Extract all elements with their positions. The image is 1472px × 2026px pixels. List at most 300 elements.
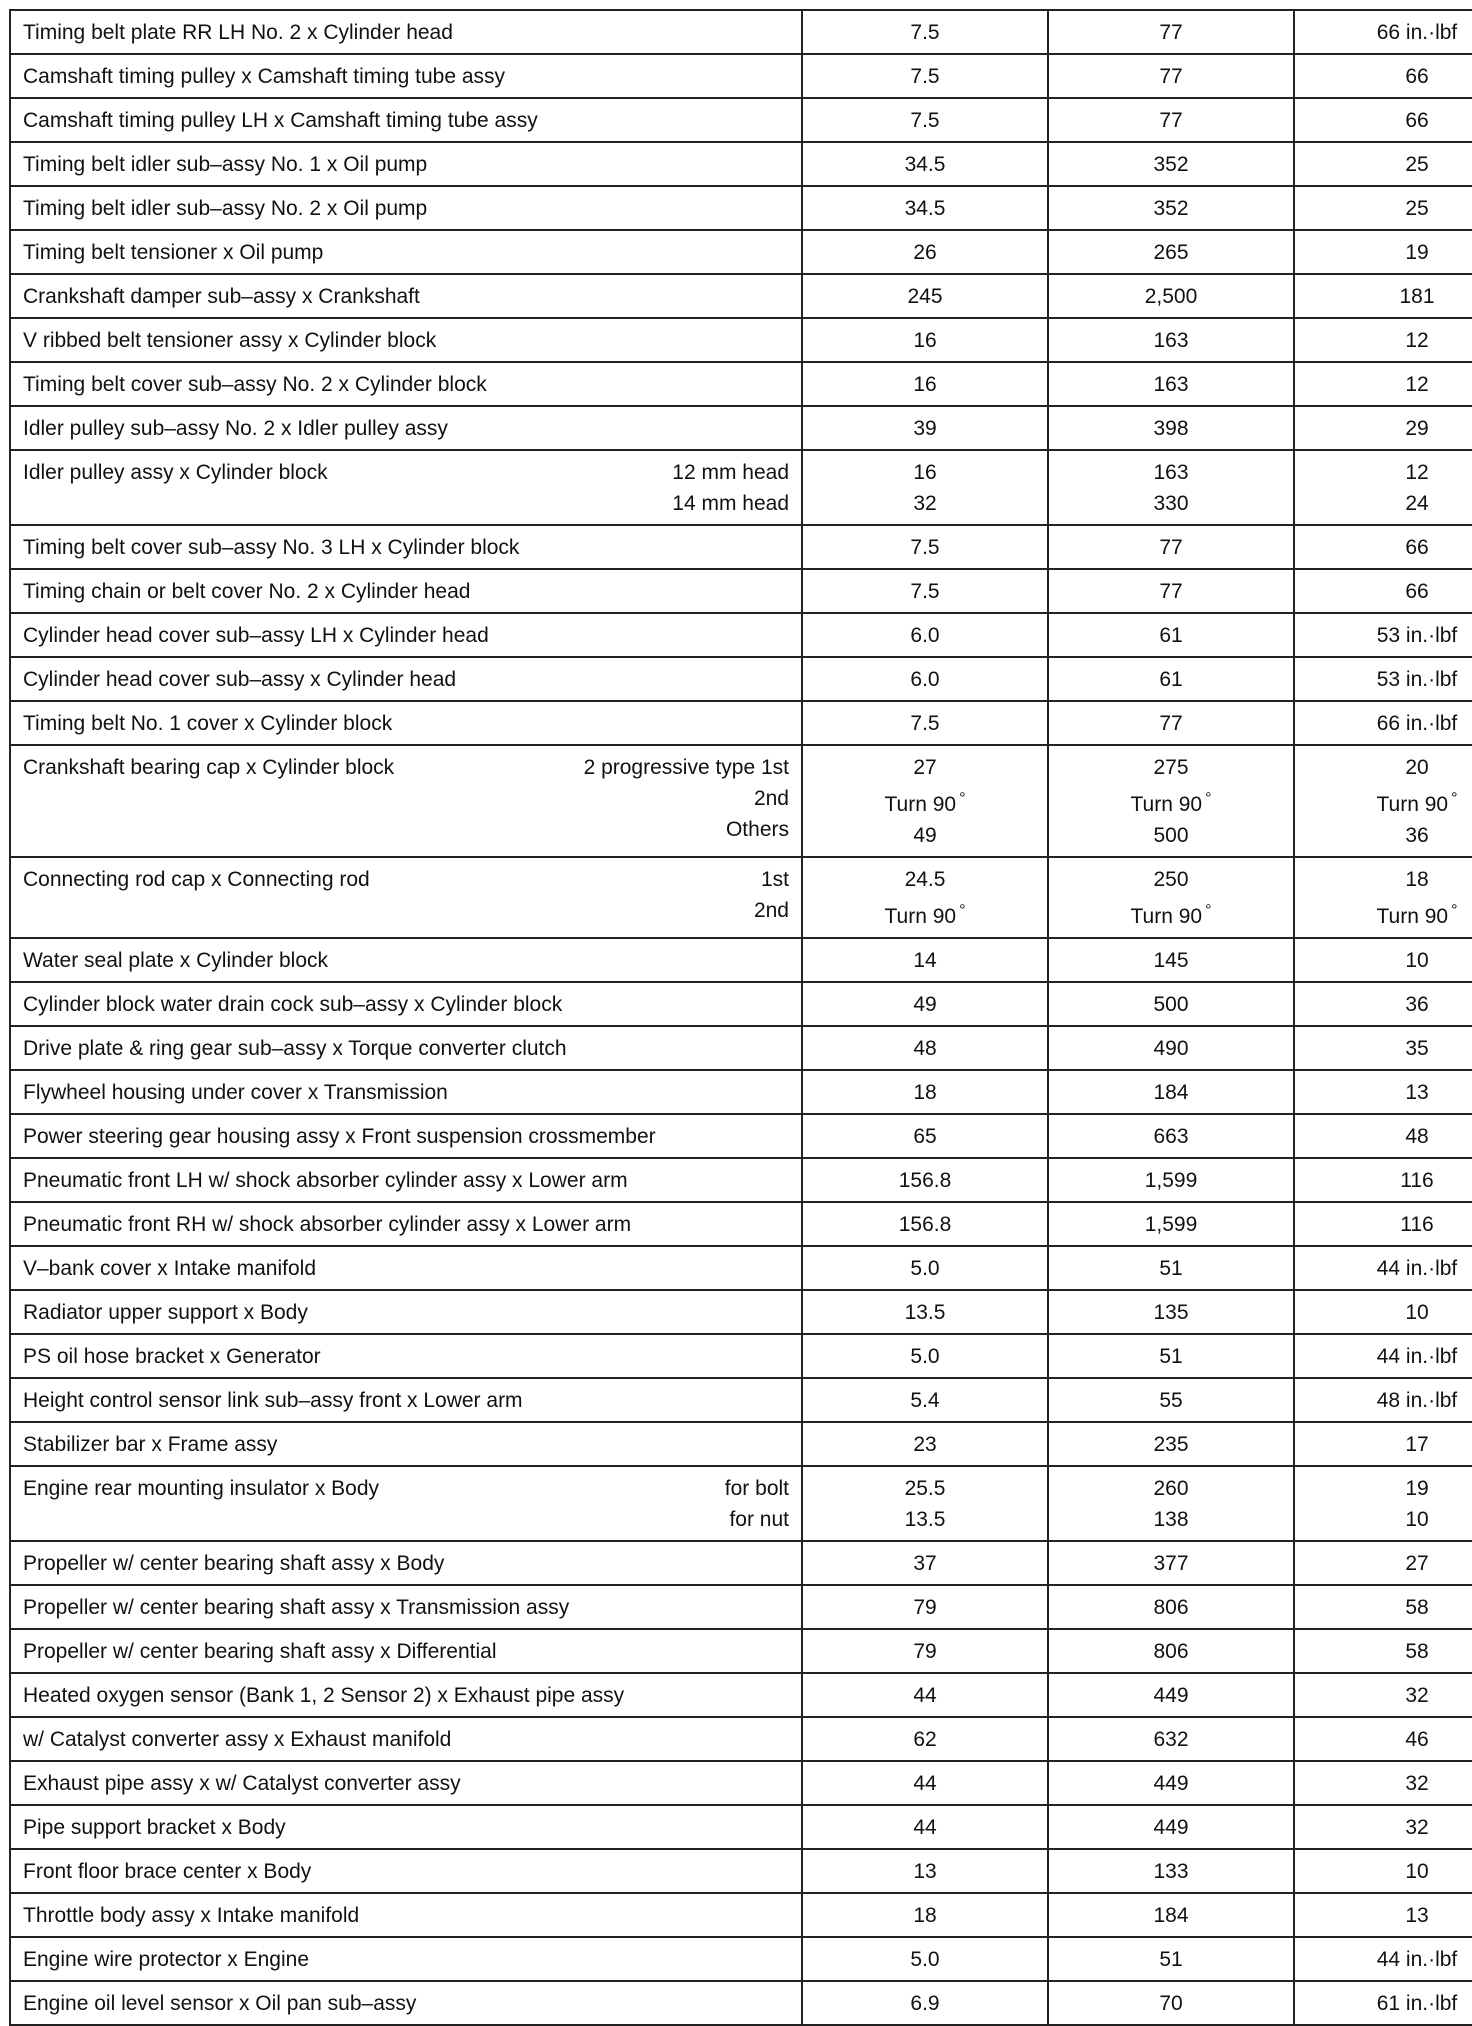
torque-nm-cell: [802, 1070, 1048, 1114]
torque-value: 1,599: [1144, 1213, 1198, 1236]
torque-nm-cell: [802, 1290, 1048, 1334]
torque-ftlbf-cell: [1294, 1761, 1472, 1805]
torque-value: 235: [1153, 1433, 1189, 1456]
torque-spec-table: [9, 9, 1472, 2026]
torque-kgfcm-cell: [1048, 1334, 1294, 1378]
torque-nm-cell: [802, 613, 1048, 657]
table-row: [10, 1673, 1472, 1717]
table-row: [10, 1629, 1472, 1673]
torque-kgfcm-cell: [1048, 657, 1294, 701]
torque-value: Turn 90 °: [1130, 902, 1212, 928]
part-description: w/ Catalyst converter assy x Exhaust manifold: [23, 1728, 452, 1751]
torque-value: 18: [913, 1904, 937, 1927]
torque-nm-cell: [802, 1202, 1048, 1246]
torque-ftlbf-cell: [1294, 318, 1472, 362]
torque-kgfcm-cell: [1048, 1761, 1294, 1805]
torque-value: 5.4: [910, 1389, 940, 1412]
torque-ftlbf-cell: [1294, 1585, 1472, 1629]
part-description: Propeller w/ center bearing shaft assy x Differential: [23, 1640, 497, 1663]
part-description-cell: [10, 186, 802, 230]
torque-value: 53 in.·lbf: [1376, 668, 1458, 691]
torque-value: 36: [1405, 824, 1429, 847]
torque-value: 16: [913, 373, 937, 396]
part-description-cell: [10, 657, 802, 701]
torque-kgfcm-cell: [1048, 701, 1294, 745]
torque-nm-cell: [802, 569, 1048, 613]
torque-kgfcm-cell: [1048, 186, 1294, 230]
torque-ftlbf-cell: [1294, 186, 1472, 230]
torque-kgfcm-cell: [1048, 569, 1294, 613]
part-description: Camshaft timing pulley LH x Camshaft timing tube assy: [23, 109, 538, 132]
torque-value: 10: [1405, 1508, 1429, 1531]
table-row: [10, 1378, 1472, 1422]
torque-nm-cell: [802, 1422, 1048, 1466]
torque-value: 1,599: [1144, 1169, 1198, 1192]
part-description-cell: [10, 54, 802, 98]
torque-value: 163: [1153, 373, 1189, 396]
torque-kgfcm-cell: [1048, 1717, 1294, 1761]
table-row: [10, 1541, 1472, 1585]
torque-value: 13: [913, 1860, 937, 1883]
torque-value: 24.5: [904, 868, 946, 891]
torque-kgfcm-cell: [1048, 1202, 1294, 1246]
part-description: Pipe support bracket x Body: [23, 1816, 286, 1839]
part-description: Timing belt idler sub–assy No. 2 x Oil pump: [23, 197, 428, 220]
torque-nm-cell: [802, 230, 1048, 274]
degree-mark: °: [1205, 902, 1212, 919]
torque-kgfcm-cell: [1048, 1246, 1294, 1290]
torque-ftlbf-cell: [1294, 657, 1472, 701]
table-row: [10, 450, 1472, 525]
torque-value: 5.0: [910, 1345, 940, 1368]
torque-ftlbf-cell: [1294, 1334, 1472, 1378]
torque-value: 19: [1405, 1477, 1429, 1500]
part-description: Idler pulley assy x Cylinder block: [23, 461, 328, 484]
table-row: [10, 1937, 1472, 1981]
torque-value: 34.5: [904, 197, 946, 220]
torque-value: 51: [1159, 1948, 1183, 1971]
part-description-cell: [10, 1673, 802, 1717]
part-description-cell: [10, 10, 802, 54]
torque-kgfcm-cell: [1048, 318, 1294, 362]
condition-label: 14 mm head: [672, 492, 789, 515]
torque-ftlbf-cell: [1294, 1893, 1472, 1937]
part-description: Front floor brace center x Body: [23, 1860, 312, 1883]
torque-value: 163: [1153, 329, 1189, 352]
torque-ftlbf-cell: [1294, 54, 1472, 98]
torque-nm-cell: [802, 982, 1048, 1026]
torque-value: 7.5: [910, 536, 940, 559]
torque-value: 5.0: [910, 1948, 940, 1971]
torque-value: 26: [913, 241, 937, 264]
torque-value: 250: [1153, 868, 1189, 891]
part-description: Exhaust pipe assy x w/ Catalyst converter assy: [23, 1772, 461, 1795]
torque-value: 25: [1405, 153, 1429, 176]
torque-value: 18: [1405, 868, 1429, 891]
torque-value: 245: [907, 285, 943, 308]
part-description: Water seal plate x Cylinder block: [23, 949, 329, 972]
torque-value: 51: [1159, 1345, 1183, 1368]
table-row: [10, 1805, 1472, 1849]
torque-value: 13: [1405, 1904, 1429, 1927]
torque-value: 145: [1153, 949, 1189, 972]
torque-nm-cell: [802, 1805, 1048, 1849]
part-description-cell: [10, 274, 802, 318]
torque-nm-cell: [802, 1466, 1048, 1541]
torque-nm-cell: [802, 450, 1048, 525]
torque-value: 65: [913, 1125, 937, 1148]
torque-kgfcm-cell: [1048, 1893, 1294, 1937]
part-description-cell: [10, 1541, 802, 1585]
part-description-cell: [10, 1202, 802, 1246]
condition-label: for nut: [729, 1508, 789, 1531]
torque-ftlbf-cell: [1294, 701, 1472, 745]
torque-value: 25.5: [904, 1477, 946, 1500]
table-row: [10, 274, 1472, 318]
part-description-cell: [10, 982, 802, 1026]
torque-spec-rows: [10, 10, 1472, 2025]
torque-nm-cell: [802, 274, 1048, 318]
torque-value: 32: [1405, 1684, 1429, 1707]
part-description-cell: [10, 1114, 802, 1158]
torque-value: 449: [1153, 1684, 1189, 1707]
torque-ftlbf-cell: [1294, 857, 1472, 938]
torque-value: 17: [1405, 1433, 1429, 1456]
torque-kgfcm-cell: [1048, 230, 1294, 274]
table-row: [10, 1246, 1472, 1290]
torque-value: 806: [1153, 1640, 1189, 1663]
table-row: [10, 10, 1472, 54]
table-row: [10, 1070, 1472, 1114]
description-with-condition: [23, 864, 789, 926]
torque-ftlbf-cell: [1294, 1290, 1472, 1334]
table-row: [10, 1158, 1472, 1202]
table-row: [10, 982, 1472, 1026]
part-description-cell: [10, 1585, 802, 1629]
torque-value: 62: [913, 1728, 937, 1751]
table-row: [10, 406, 1472, 450]
part-description: PS oil hose bracket x Generator: [23, 1345, 321, 1368]
torque-value: 18: [913, 1081, 937, 1104]
torque-ftlbf-cell: [1294, 1246, 1472, 1290]
torque-ftlbf-cell: [1294, 142, 1472, 186]
part-description-cell: [10, 525, 802, 569]
table-row: [10, 54, 1472, 98]
torque-kgfcm-cell: [1048, 1541, 1294, 1585]
torque-value: 184: [1153, 1081, 1189, 1104]
torque-ftlbf-cell: [1294, 525, 1472, 569]
torque-value: 7.5: [910, 580, 940, 603]
torque-value: 34.5: [904, 153, 946, 176]
table-row: [10, 230, 1472, 274]
condition-label: Others: [725, 818, 789, 841]
part-description: Pneumatic front LH w/ shock absorber cylinder assy x Lower arm: [23, 1169, 628, 1192]
torque-value: 77: [1159, 21, 1183, 44]
part-description-cell: [10, 938, 802, 982]
torque-value: 12: [1405, 329, 1429, 352]
torque-value: 156.8: [898, 1169, 952, 1192]
tightening-condition: [725, 1473, 789, 1535]
part-description: Connecting rod cap x Connecting rod: [23, 868, 370, 891]
part-description-cell: [10, 1158, 802, 1202]
torque-value: 61: [1159, 624, 1183, 647]
table-row: [10, 1585, 1472, 1629]
torque-value: 14: [913, 949, 937, 972]
table-row: [10, 857, 1472, 938]
torque-value: 61 in.·lbf: [1376, 1992, 1458, 2015]
part-description: V–bank cover x Intake manifold: [23, 1257, 316, 1280]
torque-kgfcm-cell: [1048, 450, 1294, 525]
part-description: Camshaft timing pulley x Camshaft timing tube assy: [23, 65, 506, 88]
torque-value: 66: [1405, 109, 1429, 132]
torque-ftlbf-cell: [1294, 10, 1472, 54]
torque-value: 77: [1159, 65, 1183, 88]
torque-nm-cell: [802, 1114, 1048, 1158]
torque-ftlbf-cell: [1294, 1158, 1472, 1202]
torque-kgfcm-cell: [1048, 745, 1294, 857]
torque-nm-cell: [802, 54, 1048, 98]
torque-value: 632: [1153, 1728, 1189, 1751]
torque-ftlbf-cell: [1294, 569, 1472, 613]
torque-value: 135: [1153, 1301, 1189, 1324]
table-row: [10, 1114, 1472, 1158]
torque-value: 44: [913, 1684, 937, 1707]
torque-kgfcm-cell: [1048, 10, 1294, 54]
torque-value: 77: [1159, 536, 1183, 559]
tightening-condition: [754, 864, 789, 926]
torque-nm-cell: [802, 142, 1048, 186]
torque-kgfcm-cell: [1048, 406, 1294, 450]
torque-value: 36: [1405, 993, 1429, 1016]
part-description-cell: [10, 1981, 802, 2025]
torque-value: 53 in.·lbf: [1376, 624, 1458, 647]
torque-ftlbf-cell: [1294, 1717, 1472, 1761]
torque-value: 79: [913, 1640, 937, 1663]
torque-nm-cell: [802, 745, 1048, 857]
part-description-cell: [10, 1761, 802, 1805]
torque-ftlbf-cell: [1294, 230, 1472, 274]
degree-mark: °: [1451, 790, 1458, 807]
part-description: Height control sensor link sub–assy front x Lower arm: [23, 1389, 523, 1412]
torque-value: 7.5: [910, 65, 940, 88]
torque-value: 32: [1405, 1816, 1429, 1839]
torque-value: 116: [1400, 1213, 1434, 1236]
part-description: Timing belt idler sub–assy No. 1 x Oil pump: [23, 153, 428, 176]
torque-value: 6.0: [910, 668, 940, 691]
torque-nm-cell: [802, 98, 1048, 142]
torque-value: 48: [1405, 1125, 1429, 1148]
torque-value: 398: [1153, 417, 1189, 440]
part-description: Cylinder head cover sub–assy x Cylinder head: [23, 668, 457, 691]
part-description-cell: [10, 142, 802, 186]
torque-kgfcm-cell: [1048, 857, 1294, 938]
table-row: [10, 1761, 1472, 1805]
torque-value: 27: [1405, 1552, 1429, 1575]
table-row: [10, 745, 1472, 857]
torque-kgfcm-cell: [1048, 54, 1294, 98]
part-description: Pneumatic front RH w/ shock absorber cylinder assy x Lower arm: [23, 1213, 632, 1236]
torque-nm-cell: [802, 938, 1048, 982]
condition-label: 12 mm head: [672, 461, 789, 484]
torque-value: 275: [1153, 756, 1189, 779]
torque-value: 23: [913, 1433, 937, 1456]
table-row: [10, 657, 1472, 701]
torque-value: 25: [1405, 197, 1429, 220]
torque-nm-cell: [802, 1378, 1048, 1422]
torque-nm-cell: [802, 1761, 1048, 1805]
torque-value: 10: [1405, 949, 1429, 972]
torque-kgfcm-cell: [1048, 1673, 1294, 1717]
torque-value: 6.0: [910, 624, 940, 647]
torque-value: 55: [1159, 1389, 1183, 1412]
torque-value: 51: [1159, 1257, 1183, 1280]
part-description: Propeller w/ center bearing shaft assy x Transmission assy: [23, 1596, 570, 1619]
table-row: [10, 98, 1472, 142]
part-description: Heated oxygen sensor (Bank 1, 2 Sensor 2) x Exhaust pipe assy: [23, 1684, 625, 1707]
part-description-cell: [10, 613, 802, 657]
torque-value: 449: [1153, 1816, 1189, 1839]
part-description-cell: [10, 1466, 802, 1541]
torque-ftlbf-cell: [1294, 1673, 1472, 1717]
part-description-cell: [10, 1805, 802, 1849]
part-description: Crankshaft damper sub–assy x Crankshaft: [23, 285, 420, 308]
torque-value: 66: [1405, 580, 1429, 603]
degree-mark: °: [1205, 790, 1212, 807]
torque-kgfcm-cell: [1048, 1805, 1294, 1849]
part-description-cell: [10, 1026, 802, 1070]
torque-value: 352: [1153, 197, 1189, 220]
description-with-condition: [23, 457, 789, 519]
table-row: [10, 1717, 1472, 1761]
torque-value: 663: [1153, 1125, 1189, 1148]
torque-nm-cell: [802, 10, 1048, 54]
torque-ftlbf-cell: [1294, 1629, 1472, 1673]
part-description-cell: [10, 318, 802, 362]
torque-kgfcm-cell: [1048, 938, 1294, 982]
table-row: [10, 1334, 1472, 1378]
part-description: Drive plate & ring gear sub–assy x Torque converter clutch: [23, 1037, 567, 1060]
condition-label: 1st: [760, 868, 789, 891]
part-description-cell: [10, 1246, 802, 1290]
torque-ftlbf-cell: [1294, 1378, 1472, 1422]
torque-value: 265: [1153, 241, 1189, 264]
torque-ftlbf-cell: [1294, 1981, 1472, 2025]
torque-value: 44 in.·lbf: [1376, 1948, 1458, 1971]
torque-nm-cell: [802, 318, 1048, 362]
torque-ftlbf-cell: [1294, 1937, 1472, 1981]
torque-kgfcm-cell: [1048, 1466, 1294, 1541]
torque-ftlbf-cell: [1294, 1114, 1472, 1158]
torque-kgfcm-cell: [1048, 1849, 1294, 1893]
torque-value: 181: [1399, 285, 1435, 308]
part-description-cell: [10, 362, 802, 406]
torque-value: 58: [1405, 1596, 1429, 1619]
torque-value: 44: [913, 1772, 937, 1795]
part-description-cell: [10, 1849, 802, 1893]
torque-nm-cell: [802, 1717, 1048, 1761]
torque-value: 330: [1153, 492, 1189, 515]
torque-value: Turn 90 °: [1376, 790, 1458, 816]
torque-ftlbf-cell: [1294, 406, 1472, 450]
torque-value: 49: [913, 824, 937, 847]
torque-value: 48 in.·lbf: [1376, 1389, 1458, 1412]
part-description-cell: [10, 1422, 802, 1466]
table-row: [10, 701, 1472, 745]
table-row: [10, 525, 1472, 569]
torque-value: 44: [913, 1816, 937, 1839]
torque-nm-cell: [802, 406, 1048, 450]
torque-value: 13.5: [904, 1301, 946, 1324]
table-row: [10, 613, 1472, 657]
torque-ftlbf-cell: [1294, 1422, 1472, 1466]
torque-value: 24: [1405, 492, 1429, 515]
torque-value: 46: [1405, 1728, 1429, 1751]
torque-value: 77: [1159, 109, 1183, 132]
torque-ftlbf-cell: [1294, 362, 1472, 406]
torque-value: 163: [1153, 461, 1189, 484]
torque-value: 27: [913, 756, 937, 779]
torque-value: Turn 90 °: [1130, 790, 1212, 816]
table-row: [10, 938, 1472, 982]
torque-nm-cell: [802, 701, 1048, 745]
torque-nm-cell: [802, 1334, 1048, 1378]
table-row: [10, 1893, 1472, 1937]
torque-nm-cell: [802, 1849, 1048, 1893]
torque-kgfcm-cell: [1048, 613, 1294, 657]
table-row: [10, 362, 1472, 406]
degree-mark: °: [1451, 902, 1458, 919]
torque-ftlbf-cell: [1294, 982, 1472, 1026]
part-description: Timing chain or belt cover No. 2 x Cylinder head: [23, 580, 471, 603]
tightening-condition: [672, 457, 789, 519]
torque-value: 32: [913, 492, 937, 515]
degree-mark: °: [959, 902, 966, 919]
torque-value: 77: [1159, 580, 1183, 603]
part-description: Propeller w/ center bearing shaft assy x Body: [23, 1552, 445, 1575]
torque-ftlbf-cell: [1294, 98, 1472, 142]
torque-value: 5.0: [910, 1257, 940, 1280]
part-description-cell: [10, 450, 802, 525]
part-description: Flywheel housing under cover x Transmission: [23, 1081, 448, 1104]
torque-nm-cell: [802, 525, 1048, 569]
torque-value: 6.9: [910, 1992, 940, 2015]
torque-value: 7.5: [910, 712, 940, 735]
torque-ftlbf-cell: [1294, 938, 1472, 982]
torque-nm-cell: [802, 1673, 1048, 1717]
part-description: V ribbed belt tensioner assy x Cylinder block: [23, 329, 437, 352]
torque-value: 156.8: [898, 1213, 952, 1236]
degree-mark: °: [959, 790, 966, 807]
part-description: Timing belt No. 1 cover x Cylinder block: [23, 712, 393, 735]
table-row: [10, 186, 1472, 230]
torque-kgfcm-cell: [1048, 1158, 1294, 1202]
torque-kgfcm-cell: [1048, 362, 1294, 406]
torque-nm-cell: [802, 186, 1048, 230]
table-row: [10, 1290, 1472, 1334]
torque-value: 377: [1153, 1552, 1189, 1575]
torque-kgfcm-cell: [1048, 1378, 1294, 1422]
condition-label: for bolt: [724, 1477, 789, 1500]
torque-value: 500: [1153, 824, 1189, 847]
torque-value: 116: [1400, 1169, 1434, 1192]
torque-nm-cell: [802, 1541, 1048, 1585]
torque-value: 13: [1405, 1081, 1429, 1104]
part-description-cell: [10, 1717, 802, 1761]
part-description: Cylinder head cover sub–assy LH x Cylinder head: [23, 624, 489, 647]
condition-label: 2nd: [753, 899, 789, 922]
table-row: [10, 1466, 1472, 1541]
torque-ftlbf-cell: [1294, 1026, 1472, 1070]
